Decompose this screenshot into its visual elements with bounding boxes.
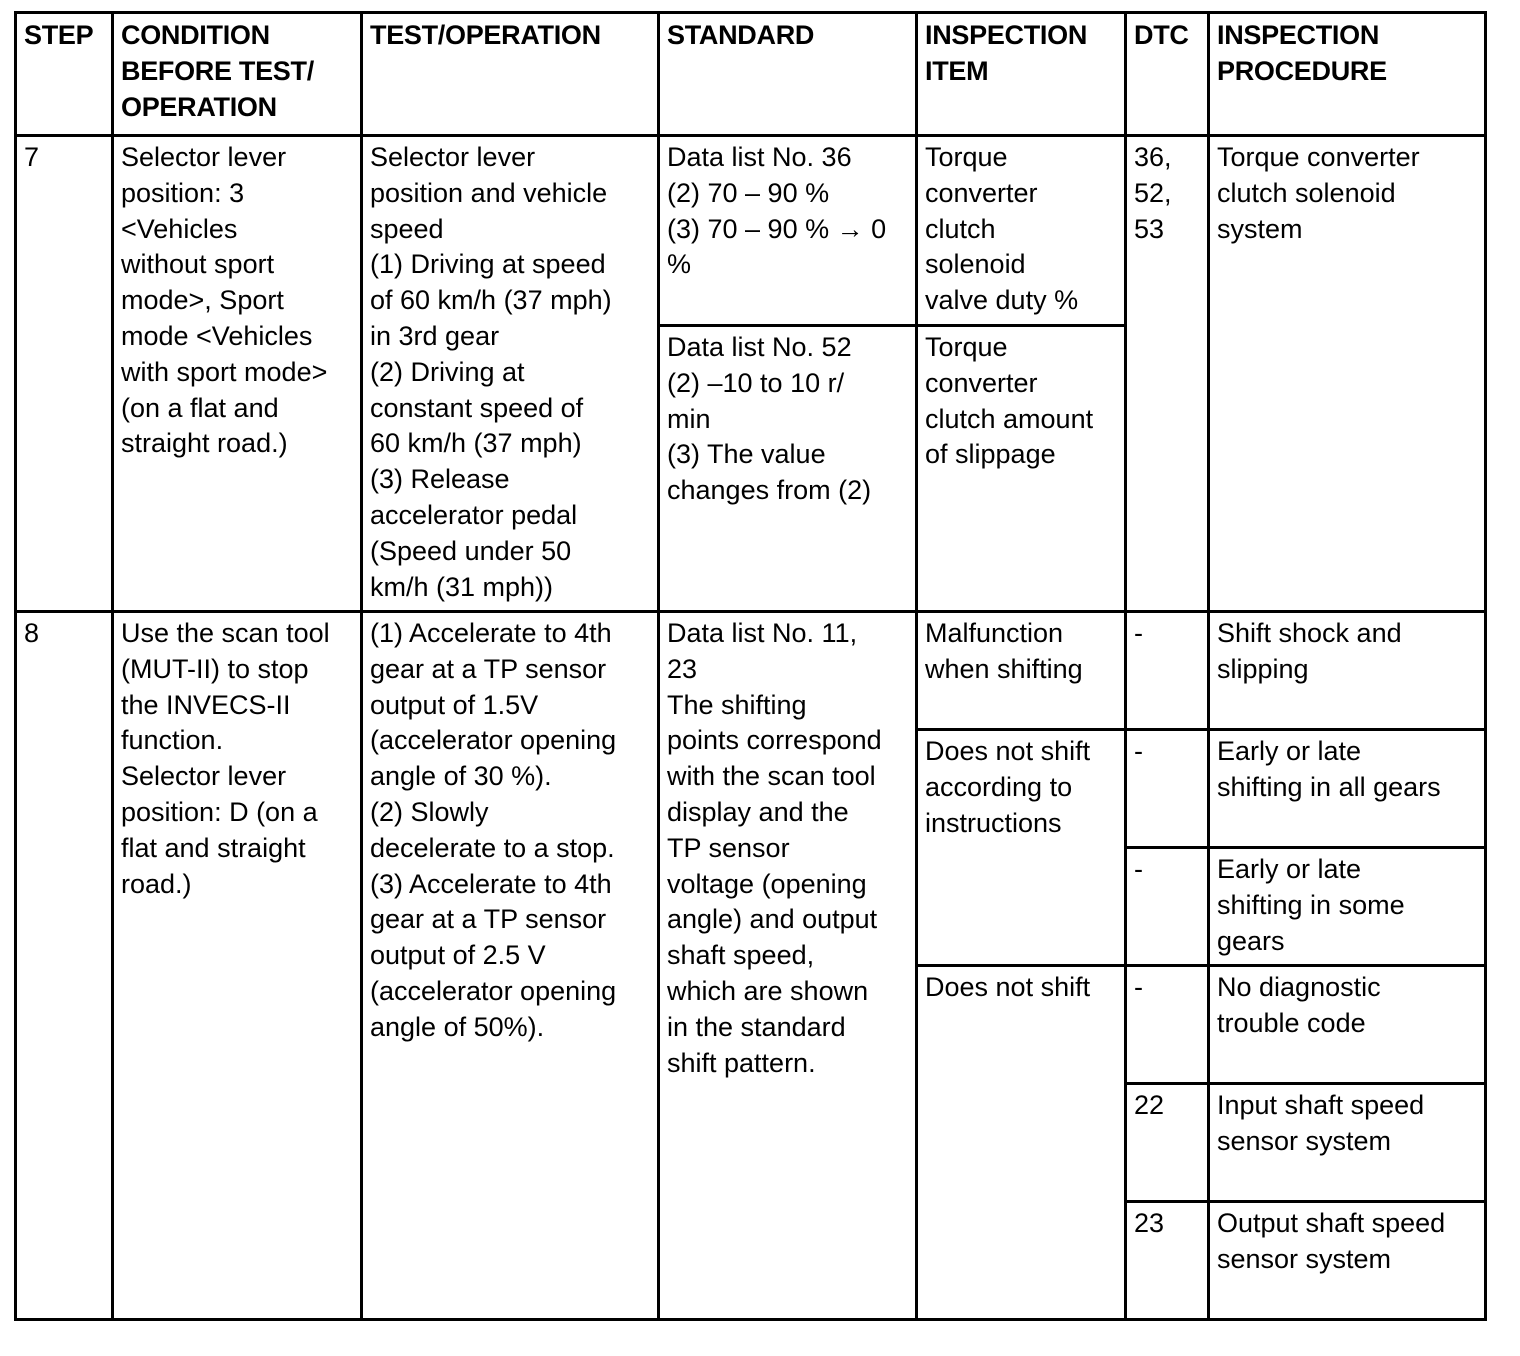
header-standard: STANDARD: [659, 13, 917, 136]
step-7-dtc: 36, 52, 53: [1126, 136, 1209, 612]
step-8-condition: Use the scan tool (MUT-II) to stop the INVECS-II function. Selector lever position: D (on a flat and straight road.): [113, 612, 362, 1320]
step-7-procedure: Torque converter clutch solenoid system: [1209, 136, 1486, 612]
step-7-standard-a: Data list No. 36 (2) 70 – 90 % (3) 70 – 90 % → 0 %: [659, 136, 917, 326]
step-7-condition: Selector lever position: 3 <Vehicles without sport mode>, Sport mode <Vehicles with sport mode> (on a flat and straight road.): [113, 136, 362, 612]
header-inspection-item: INSPECTION ITEM: [917, 13, 1126, 136]
step-8-procedure: Early or late shifting in some gears: [1209, 848, 1486, 966]
step-7-standard-b: Data list No. 52 (2) –10 to 10 r/ min (3) The value changes from (2): [659, 326, 917, 612]
step-8-dtc: -: [1126, 612, 1209, 730]
header-condition: CONDITION BEFORE TEST/ OPERATION: [113, 13, 362, 136]
step-8-procedure: Input shaft speed sensor system: [1209, 1084, 1486, 1202]
step-8-dtc: -: [1126, 730, 1209, 848]
inspection-table: [14, 11, 1487, 1321]
step-8-standard: Data list No. 11, 23 The shifting points correspond with the scan tool display and the TP sensor voltage (opening angle) and output shaft speed, which are shown in the standard shift pattern.: [659, 612, 917, 1320]
step-8-dtc: -: [1126, 848, 1209, 966]
header-inspection-procedure: INSPECTION PROCEDURE: [1209, 13, 1486, 136]
step-7-item-b: Torque converter clutch amount of slippage: [917, 326, 1126, 612]
header-dtc: DTC: [1126, 13, 1209, 136]
step-8-procedure: No diagnostic trouble code: [1209, 966, 1486, 1084]
step-8-item-malfunction: Malfunction when shifting: [917, 612, 1126, 730]
step-8-test: (1) Accelerate to 4th gear at a TP sensor output of 1.5V (accelerator opening angle of 30 %). (2) Slowly decelerate to a stop. (3) Accelerate to 4th gear at a TP sensor output of 2.5 V (accelerator opening angle of 50%).: [362, 612, 659, 1320]
header-row: [16, 13, 1486, 136]
step-8-dtc: 23: [1126, 1202, 1209, 1320]
table-row: [16, 136, 1486, 326]
step-8-dtc: 22: [1126, 1084, 1209, 1202]
header-step: STEP: [16, 13, 113, 136]
step-8-dtc: -: [1126, 966, 1209, 1084]
step-7-number: 7: [16, 136, 113, 612]
step-8-procedure: Output shaft speed sensor system: [1209, 1202, 1486, 1320]
step-7-item-a: Torque converter clutch solenoid valve duty %: [917, 136, 1126, 326]
step-8-number: 8: [16, 612, 113, 1320]
table-row: [16, 612, 1486, 730]
inspection-table-container: [14, 11, 1484, 1321]
step-8-item-not-per-instructions: Does not shift according to instructions: [917, 730, 1126, 966]
header-test-operation: TEST/OPERATION: [362, 13, 659, 136]
step-8-item-does-not-shift: Does not shift: [917, 966, 1126, 1320]
step-7-test: Selector lever position and vehicle speed (1) Driving at speed of 60 km/h (37 mph) in 3rd gear (2) Driving at constant speed of 60 km/h (37 mph) (3) Release accelerator pedal (Speed under 50 km/h (31 mph)): [362, 136, 659, 612]
step-8-procedure: Shift shock and slipping: [1209, 612, 1486, 730]
step-8-procedure: Early or late shifting in all gears: [1209, 730, 1486, 848]
